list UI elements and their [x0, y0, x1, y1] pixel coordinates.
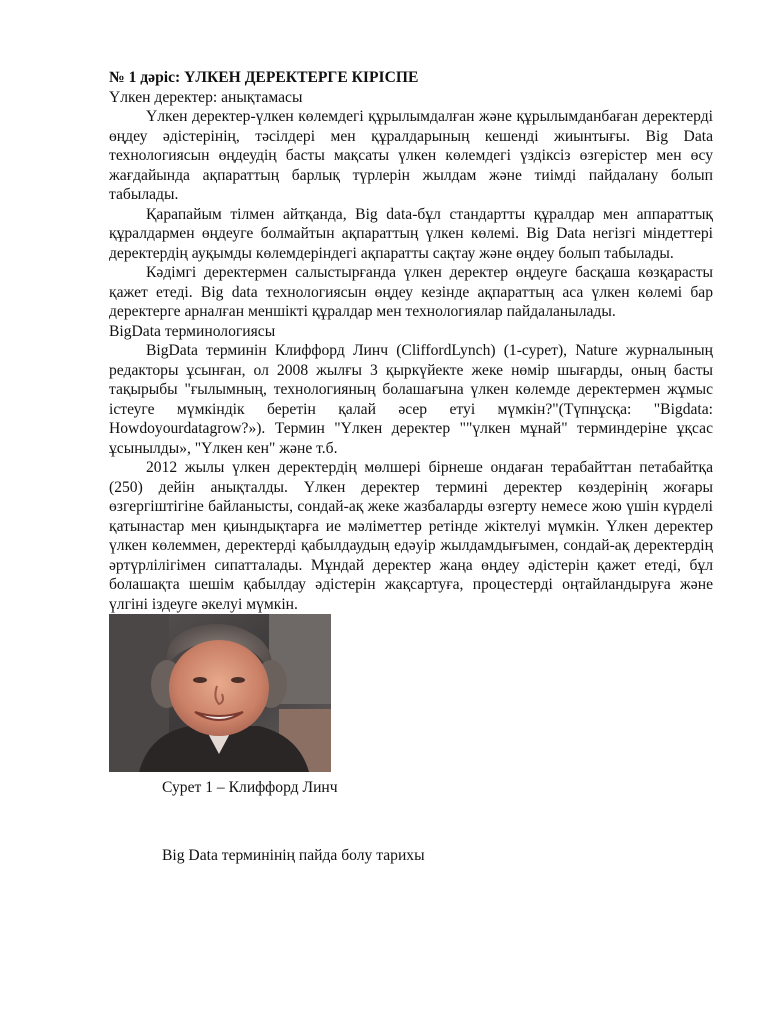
- section-heading-definition: Үлкен деректер: анықтамасы: [109, 88, 303, 106]
- portrait-image: [109, 614, 331, 772]
- section-heading-terminology: BigData терминологиясы: [109, 322, 276, 340]
- paragraph: Қарапайым тілмен айтқанда, Big data-бұл стандартты құралдар мен аппараттық құралдармен өңдеуге болмайтын ақпараттың үлкен көлемі. Big Data негізгі міндеттері деректердің ауқымды көлемдеріндегі ақпаратты сақтау және өңдеу болып табылады.: [109, 205, 713, 262]
- paragraph: BigData терминін Клиффорд Линч (CliffordLynch) (1-сурет), Nature журналының редакторы ұсынған, ол 2008 жылғы 3 қыркүйекте жеке нөмір шығарды, оның басты тақырыбы "ғылымның, технологияның болашағына үлкен көлемде деректермен жұмыс істеуге мүмкіндік беретін қалай әсер етуі мүмкін?"(Түпнұсқа: "Bigdata: Howdoyourdatagrow?»). Термин "Үлкен деректер ""үлкен мұнай" терминдеріне ұқсас ұсынылды», "Үлкен кен" және т.б.: [109, 342, 713, 457]
- lecture-title: № 1 дәріс: ҮЛКЕН ДЕРЕКТЕРГЕ КІРІСПЕ: [109, 69, 419, 86]
- next-section-heading: Big Data терминінің пайда болу тарихы: [162, 847, 425, 864]
- paragraph: 2012 жылы үлкен деректердің мөлшері бірнеше ондаған терабайттан петабайтқа (250) дейін анықталды. Үлкен деректер термині деректер көздерінің жоғары өзгергіштігіне байланысты, сондай-ақ жеке жазбаларды өзгерту немесе жою үшін күрделі қатынастар мен қиындықтарға ие мәліметтер ретінде жіктелуі мүмкін. Үлкен деректер үлкен көлеммен, деректерді қабылдаудың едәуір жылдамдығымен, сондай-ақ деректердің әртүрлілігімен сипатталады. Мұндай деректер жаңа өңдеу әдістерін қажет етеді, бұл болашақта шешім қабылдау әдістерін жақсартуға, процестерді оңтайландыруға және үлгіні іздеуге әкелуі мүмкін.: [109, 459, 713, 613]
- paragraph: Үлкен деректер-үлкен көлемдегі құрылымдалған және құрылымданбаған деректерді өңдеу әдістерінің, тәсілдері мен құралдарының кешенді жиынтығы. Big Data технологиясын өңдеудің басты мақсаты үлкен көлемдегі үздіксіз өзгерістер мен өсу жағдайында ақпараттың барлық түрлерін жылдам және тиімді пайдалану болып табылады.: [109, 108, 713, 203]
- figure-caption: Сурет 1 – Клиффорд Линч: [162, 779, 338, 796]
- portrait-photo: [109, 614, 331, 772]
- document-page: [109, 68, 713, 866]
- paragraph: Кәдімгі деректермен салыстырғанда үлкен деректер өңдеуге басқаша көзқарасты қажет етеді. Big data технологиясын өңдеу кезінде ақпараттың аса үлкен көлемі бар деректерге арналған меншікті құралдар мен технологиялар пайдаланылады.: [109, 264, 713, 320]
